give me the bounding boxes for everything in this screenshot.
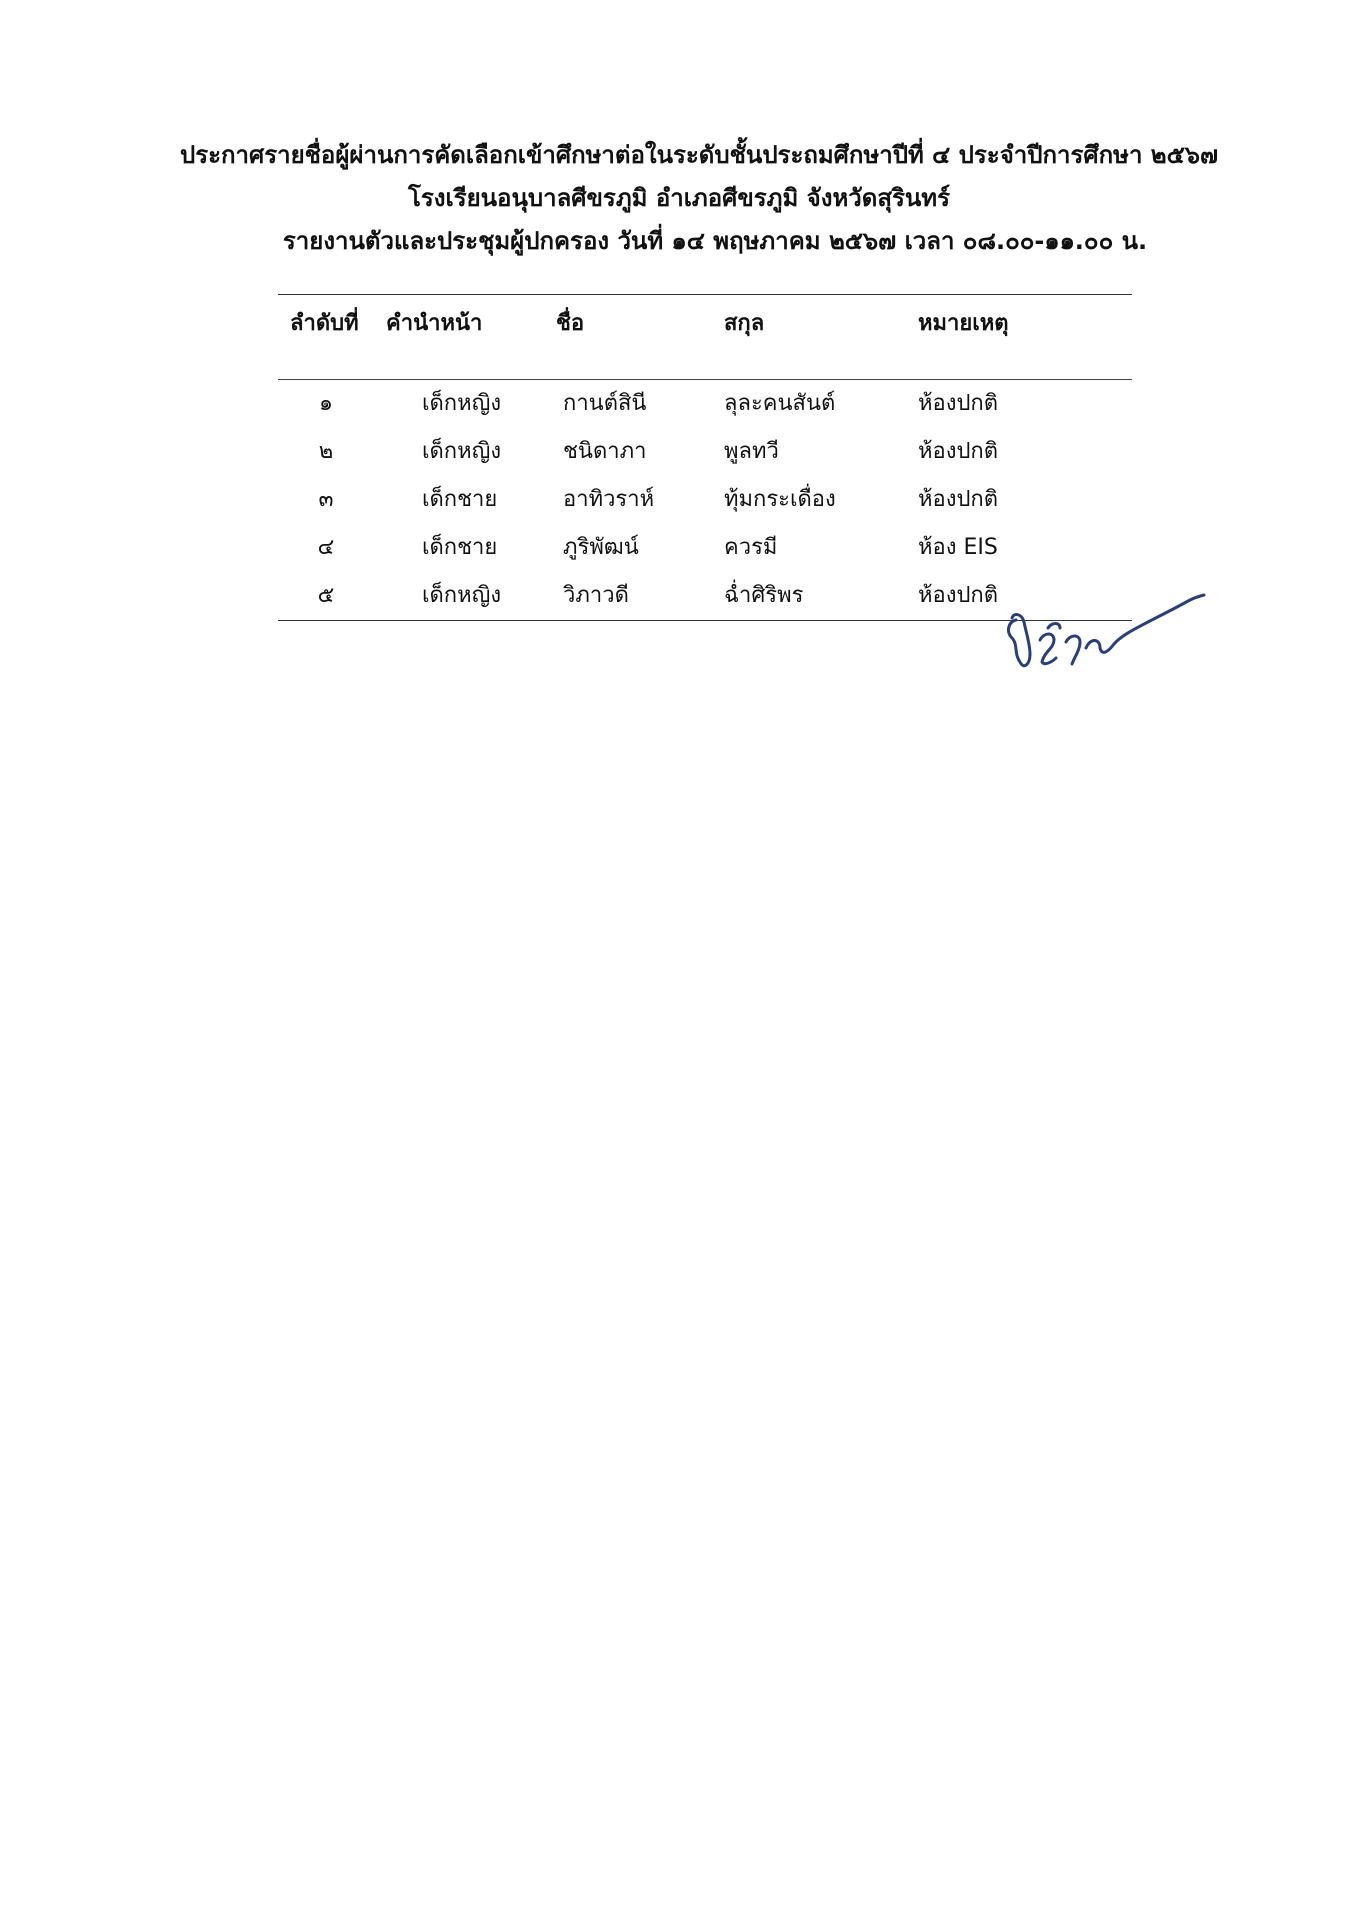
cell-no: ๕ (317, 583, 335, 608)
header-note: หมายเหตุ (918, 311, 1009, 336)
cell-first-name: กานต์สินี (563, 391, 647, 416)
cell-last-name: ทุ้มกระเดื่อง (724, 487, 836, 512)
cell-note: ห้อง EIS (918, 535, 998, 560)
table-row (278, 476, 1132, 524)
cell-last-name: พูลทวี (724, 439, 779, 464)
signature-icon (1000, 592, 1210, 682)
cell-no: ๑ (319, 391, 333, 416)
cell-no: ๓ (318, 487, 334, 512)
cell-last-name: ฉ่ำศิริพร (724, 583, 804, 608)
table-header (278, 295, 1132, 380)
cell-no: ๒ (318, 439, 334, 464)
cell-note: ห้องปกติ (918, 487, 999, 512)
table-row (278, 380, 1132, 428)
header-first-name: ชื่อ (556, 311, 585, 336)
cell-prefix: เด็กชาย (422, 535, 498, 560)
announcement-line-2: โรงเรียนอนุบาลศีขรภูมิ อำเภอศีขรภูมิ จังหวัดสุรินทร์ (407, 184, 950, 212)
cell-prefix: เด็กหญิง (422, 439, 502, 464)
announcement-line-1: ประกาศรายชื่อผู้ผ่านการคัดเลือกเข้าศึกษาต่อในระดับชั้นประถมศึกษาปีที่ ๔ ประจำปีการศึกษา ๒๕๖๗ (179, 141, 1219, 169)
cell-note: ห้องปกติ (918, 439, 999, 464)
header-no: ลำดับที่ (290, 311, 359, 336)
cell-prefix: เด็กชาย (422, 487, 498, 512)
cell-last-name: ลุละคนสันต์ (724, 391, 836, 416)
header-prefix: คำนำหน้า (386, 311, 483, 336)
announcement-line-3: รายงานตัวและประชุมผู้ปกครอง วันที่ ๑๔ พฤษภาคม ๒๕๖๗ เวลา ๐๘.๐๐-๑๑.๐๐ น. (282, 227, 1148, 255)
cell-note: ห้องปกติ (918, 391, 999, 416)
cell-first-name: อาทิวราห์ (563, 487, 655, 512)
cell-last-name: ควรมี (724, 535, 778, 560)
table-row (278, 524, 1132, 572)
table-row (278, 428, 1132, 476)
student-table (278, 294, 1132, 621)
cell-prefix: เด็กหญิง (422, 391, 502, 416)
cell-first-name: ชนิดาภา (563, 439, 647, 464)
header-last-name: สกุล (724, 311, 765, 336)
cell-first-name: วิภาวดี (563, 583, 629, 608)
cell-prefix: เด็กหญิง (422, 583, 502, 608)
cell-first-name: ภูริพัฒน์ (563, 535, 639, 560)
cell-note: ห้องปกติ (918, 583, 999, 608)
cell-no: ๔ (317, 535, 335, 560)
